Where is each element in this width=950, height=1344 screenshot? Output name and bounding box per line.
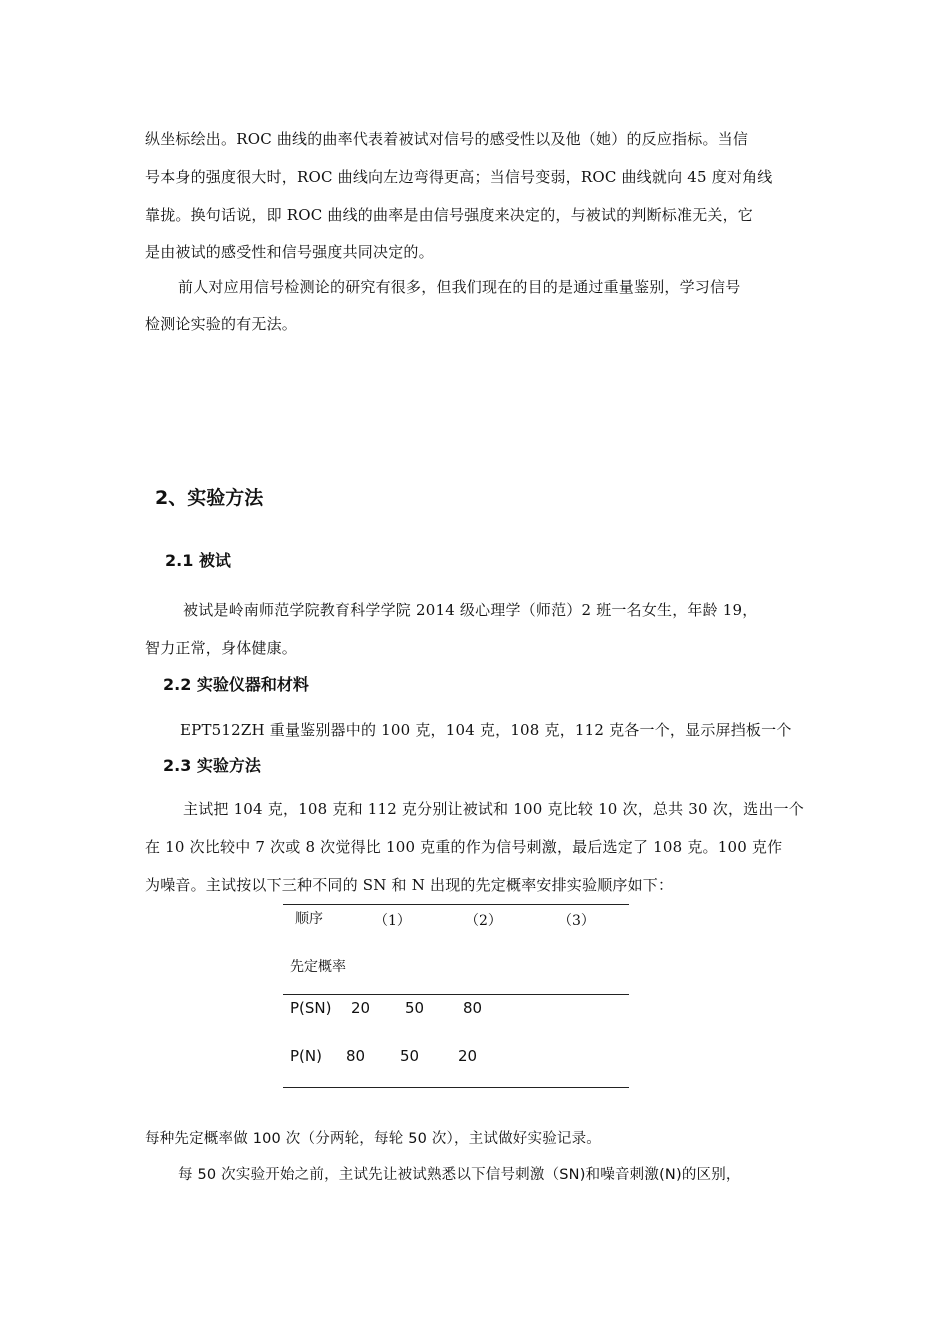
- table-col-2: （2）: [465, 913, 502, 929]
- table-row-psn-v3: 80: [463, 999, 483, 1017]
- method-line-2: 在 10 次比较中 7 次或 8 次觉得比 100 克重的作为信号刺激，最后选定了 108 克。100 克作: [145, 838, 783, 856]
- table-header-label: 顺序: [295, 911, 323, 927]
- table-row-pn-v1: 80: [346, 1047, 366, 1065]
- table-top-rule: [283, 904, 629, 905]
- intro-line-4: 是由被试的感受性和信号强度共同决定的。: [145, 243, 434, 261]
- apparatus-text: EPT512ZH 重量鉴别器中的 100 克，104 克，108 克，112 克各一个，显示屏挡板一个: [180, 721, 792, 739]
- section-heading: 2、实验方法: [155, 487, 264, 509]
- subject-line-1: 被试是岭南师范学院教育科学学院 2014 级心理学（师范）2 班一名女生，年龄 19，: [183, 601, 758, 619]
- table-row-pn-v2: 50: [400, 1047, 420, 1065]
- method-line-1: 主试把 104 克，108 克和 112 克分别让被试和 100 克比较 10 次，总共 30 次，选出一个: [183, 800, 804, 818]
- purpose-line-2: 检测论实验的有无法。: [145, 315, 298, 333]
- method-heading: 2.3 实验方法: [163, 756, 261, 775]
- method-line-3: 为噪音。主试按以下三种不同的 SN 和 N 出现的先定概率安排实验顺序如下：: [145, 876, 674, 894]
- intro-line-2: 号本身的强度很大时，ROC 曲线向左边弯得更高；当信号变弱，ROC 曲线就向 45 度对角线: [145, 168, 773, 186]
- table-mid-rule: [283, 994, 629, 995]
- table-col-1: （1）: [374, 913, 411, 929]
- apparatus-heading: 2.2 实验仪器和材料: [163, 675, 309, 694]
- table-row-pn-v3: 20: [458, 1047, 478, 1065]
- table-row-psn-v1: 20: [351, 999, 371, 1017]
- after-table-line-1: 每种先定概率做 100 次（分两轮，每轮 50 次），主试做好实验记录。: [145, 1131, 602, 1147]
- subject-line-2: 智力正常，身体健康。: [145, 639, 298, 657]
- purpose-line-1: 前人对应用信号检测论的研究有很多，但我们现在的目的是通过重量鉴别，学习信号: [178, 278, 741, 296]
- intro-line-1: 纵坐标绘出。ROC 曲线的曲率代表着被试对信号的感受性以及他（她）的反应指标。当信: [145, 130, 749, 148]
- table-row-psn-v2: 50: [405, 999, 425, 1017]
- table-bottom-rule: [283, 1087, 629, 1088]
- table-header-sub-label: 先定概率: [290, 959, 346, 975]
- table-row-pn-label: P(N): [290, 1047, 322, 1065]
- table-col-3: （3）: [558, 913, 595, 929]
- table-row-psn-label: P(SN): [290, 999, 332, 1017]
- intro-line-3: 靠拢。换句话说，即 ROC 曲线的曲率是由信号强度来决定的，与被试的判断标准无关，它: [145, 206, 754, 224]
- subject-heading: 2.1 被试: [165, 551, 231, 570]
- after-table-line-2: 每 50 次实验开始之前，主试先让被试熟悉以下信号刺激（SN)和噪音刺激(N)的区别，: [178, 1167, 741, 1183]
